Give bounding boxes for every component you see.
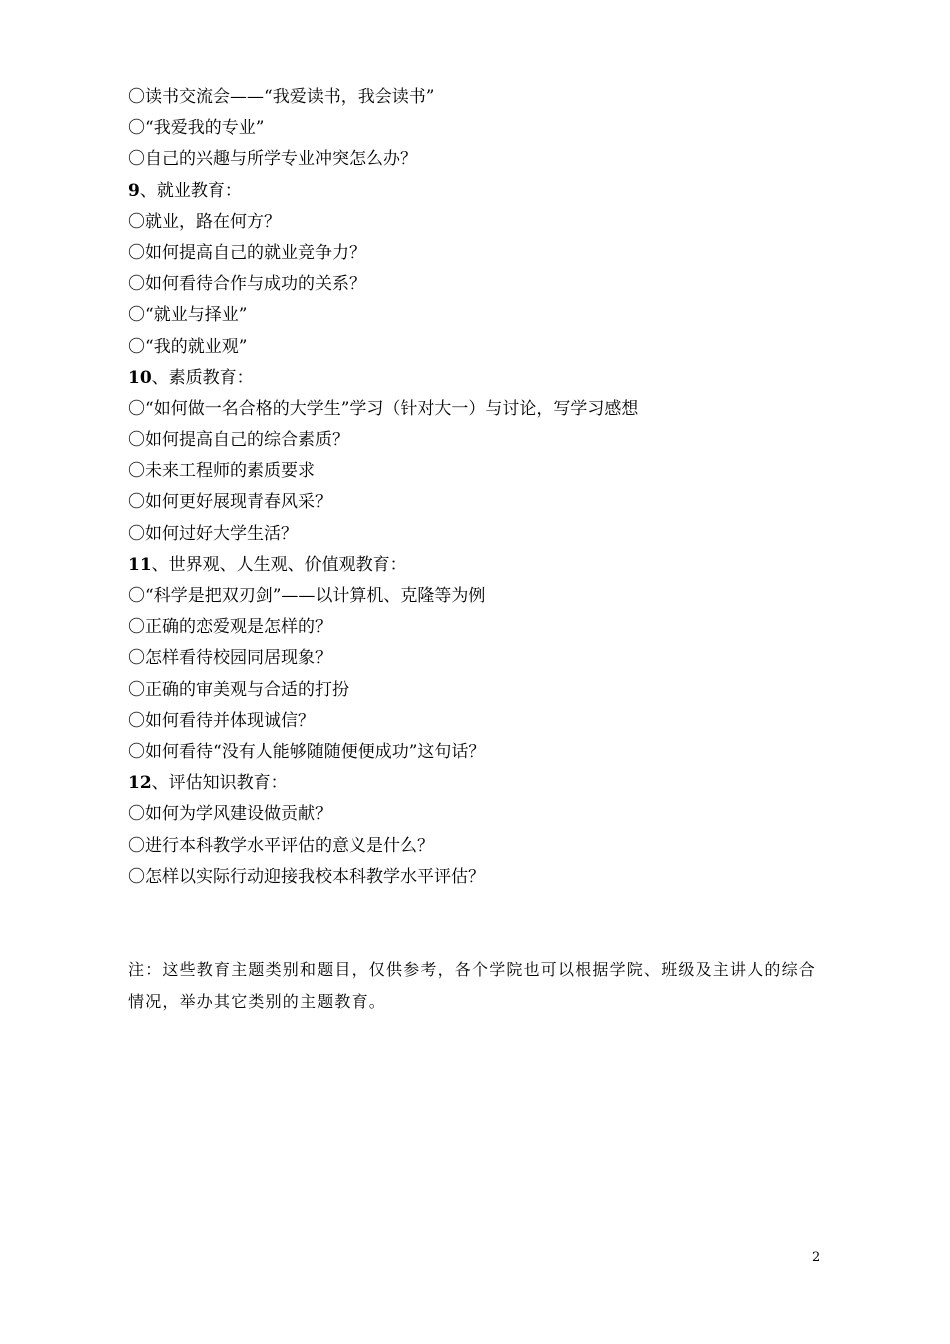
- list-item: 〇如何看待并体现诚信？: [128, 710, 315, 731]
- list-item: 〇“就业与择业”: [128, 305, 248, 326]
- list-item: 〇如何看待“没有人能够随随便便成功”这句话？: [128, 741, 486, 762]
- list-item: 〇就业，路在何方？: [128, 211, 281, 232]
- list-item: 〇“我爱我的专业”: [128, 118, 265, 139]
- list-item: 〇怎样看待校园同居现象？: [128, 648, 332, 669]
- list-item: 〇进行本科教学水平评估的意义是什么？: [128, 835, 434, 856]
- list-item: 〇如何提高自己的综合素质？: [128, 430, 349, 451]
- list-item: 〇正确的恋爱观是怎样的？: [128, 617, 332, 638]
- list-item: 〇未来工程师的素质要求: [128, 461, 315, 482]
- list-item: 〇如何更好展现青春风采？: [128, 492, 332, 513]
- list-item: 〇如何过好大学生活？: [128, 523, 298, 544]
- list-item: 〇“科学是把双刃剑”——以计算机、克隆等为例: [128, 586, 486, 606]
- list-item: 〇如何为学风建设做贡献？: [128, 804, 332, 825]
- list-item: 〇如何看待合作与成功的关系？: [128, 274, 366, 295]
- list-item: 〇自己的兴趣与所学专业冲突怎么办？: [128, 149, 417, 170]
- footnote: 注：这些教育主题类别和题目，仅供参考，各个学院也可以根据学院、班级及主讲人的综合情况，举办其它类别的主题教育。: [128, 960, 817, 1011]
- page-number: 2: [812, 1250, 821, 1265]
- section-heading: 12、评估知识教育：: [128, 773, 288, 794]
- list-item: 〇如何提高自己的就业竞争力？: [128, 242, 366, 263]
- section-heading: 11、世界观、人生观、价值观教育：: [128, 554, 407, 575]
- list-item: 〇读书交流会——“我爱读书，我会读书”: [128, 87, 435, 107]
- section-heading: 10、素质教育：: [128, 367, 254, 388]
- section-heading: 9、就业教育：: [128, 180, 242, 201]
- list-item: 〇怎样以实际行动迎接我校本科教学水平评估？: [128, 866, 485, 887]
- list-item: 〇“我的就业观”: [128, 336, 248, 357]
- list-item: 〇正确的审美观与合适的打扮: [128, 679, 349, 700]
- list-item: 〇“如何做一名合格的大学生”学习（针对大一）与讨论，写学习感想: [128, 398, 639, 419]
- topic-list: [128, 82, 848, 893]
